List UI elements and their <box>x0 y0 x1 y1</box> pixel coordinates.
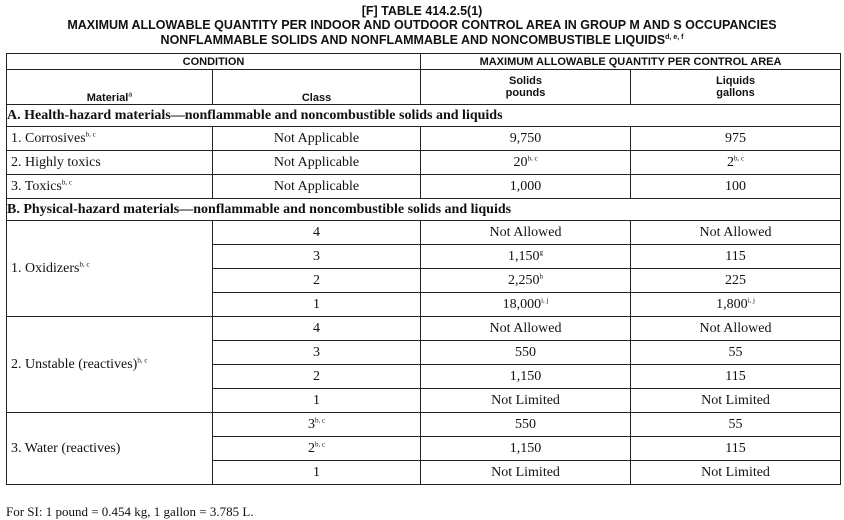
class-cell <box>213 413 421 437</box>
material-label: 2. Unstable (reactives) <box>11 356 138 372</box>
liquids-value: 1,800 <box>716 296 748 312</box>
table-row <box>7 127 841 151</box>
material-cell-water: 3. Water (reactives) <box>7 413 213 485</box>
liquids-cell <box>631 293 841 317</box>
header-solids <box>421 70 631 105</box>
solids-cell: 1,150 <box>421 365 631 389</box>
footnote-ref: b, c <box>61 177 72 186</box>
solids-cell: 1,000 <box>421 175 631 199</box>
footnote-ref: i, j <box>747 295 755 304</box>
footnote-ref: b, c <box>314 415 326 424</box>
footnote-ref: i, j <box>541 295 549 304</box>
class-cell: Not Applicable <box>213 127 421 151</box>
liquids-cell: Not Allowed <box>631 317 841 341</box>
solids-value: 20 <box>513 154 528 170</box>
solids-cell: Not Limited <box>421 389 631 413</box>
table-row <box>7 151 841 175</box>
liquids-cell: 55 <box>631 341 841 365</box>
solids-cell: Not Limited <box>421 461 631 485</box>
liquids-cell: Not Limited <box>631 461 841 485</box>
header-condition: CONDITION <box>7 54 421 70</box>
class-cell: 1 <box>213 461 421 485</box>
class-cell: 3 <box>213 245 421 269</box>
solids-cell: Not Allowed <box>421 221 631 245</box>
header-material <box>7 70 213 105</box>
table-number: [F] TABLE 414.2.5(1) <box>361 4 483 18</box>
class-cell: Not Applicable <box>213 151 421 175</box>
liquids-cell <box>631 151 841 175</box>
footnote-ref: h <box>539 271 544 280</box>
footnote-ref: b, c <box>137 355 148 364</box>
material-cell-unstable <box>7 317 213 413</box>
class-cell: 1 <box>213 293 421 317</box>
header-max-allowable: MAXIMUM ALLOWABLE QUANTITY PER CONTROL AREA <box>421 54 841 70</box>
liquids-cell: 115 <box>631 245 841 269</box>
table-row <box>7 175 841 199</box>
material-cell: 2. Highly toxics <box>7 151 213 175</box>
liquids-cell: 100 <box>631 175 841 199</box>
table-row <box>7 413 841 437</box>
solids-cell <box>421 293 631 317</box>
liquids-value: 2 <box>726 154 734 170</box>
class-cell: 3 <box>213 341 421 365</box>
table-title-text: NONFLAMMABLE SOLIDS AND NONFLAMMABLE AND NONCOMBUSTIBLE LIQUIDS <box>160 33 666 47</box>
footnote-ref: b, c <box>733 153 745 162</box>
solids-value: 1,150 <box>508 248 540 264</box>
header-liquids <box>631 70 841 105</box>
solids-cell: 550 <box>421 341 631 365</box>
header-solids-line1: Solids <box>509 75 543 87</box>
liquids-cell: Not Allowed <box>631 221 841 245</box>
class-cell: 1 <box>213 389 421 413</box>
solids-cell <box>421 245 631 269</box>
class-cell: 4 <box>213 221 421 245</box>
quantity-table <box>6 53 841 485</box>
material-label: 3. Toxics <box>11 178 62 194</box>
material-label: 1. Corrosives <box>11 130 86 146</box>
solids-value: 18,000 <box>502 296 542 312</box>
class-cell <box>213 437 421 461</box>
class-cell: 4 <box>213 317 421 341</box>
header-class: Class <box>213 70 421 105</box>
material-cell <box>7 175 213 199</box>
material-label: 1. Oxidizers <box>11 260 80 276</box>
liquids-cell: 115 <box>631 365 841 389</box>
solids-cell: 1,150 <box>421 437 631 461</box>
liquids-cell: 55 <box>631 413 841 437</box>
liquids-cell: 115 <box>631 437 841 461</box>
footnote-ref: b, c <box>85 129 96 138</box>
material-cell-oxidizers <box>7 221 213 317</box>
solids-cell <box>421 151 631 175</box>
class-cell: 2 <box>213 269 421 293</box>
si-footnote: For SI: 1 pound = 0.454 kg, 1 gallon = 3.785 L. <box>6 504 254 519</box>
footnote-ref: b, c <box>527 153 538 162</box>
solids-value: 2,250 <box>508 272 540 288</box>
liquids-cell: 975 <box>631 127 841 151</box>
solids-cell: 550 <box>421 413 631 437</box>
section-a-heading: A. Health-hazard materials—nonflammable and noncombustible solids and liquids <box>7 105 841 127</box>
section-b-heading: B. Physical-hazard materials—nonflammable and noncombustible solids and liquids <box>7 199 841 221</box>
header-liquids-line1: Liquids <box>715 75 756 87</box>
table-title-line-2 <box>0 33 844 47</box>
title-footnote-ref: d, e, f <box>665 33 684 41</box>
liquids-cell: 225 <box>631 269 841 293</box>
material-cell <box>7 127 213 151</box>
footnote-ref: b, c <box>314 439 326 448</box>
footnote-ref: g <box>539 247 544 256</box>
class-value: 2 <box>307 440 315 456</box>
class-value: 3 <box>307 416 315 432</box>
table-row <box>7 317 841 341</box>
header-material-label: Material <box>86 92 129 104</box>
class-cell: Not Applicable <box>213 175 421 199</box>
solids-cell: 9,750 <box>421 127 631 151</box>
header-solids-line2: pounds <box>505 87 546 99</box>
header-liquids-line2: gallons <box>716 87 755 99</box>
header-material-ref: a <box>128 91 133 99</box>
footnote-ref: b, c <box>79 259 90 268</box>
table-title-line-1: MAXIMUM ALLOWABLE QUANTITY PER INDOOR AND OUTDOOR CONTROL AREA IN GROUP M AND S OCCUPANCIES <box>67 18 777 32</box>
table-row <box>7 221 841 245</box>
solids-cell: Not Allowed <box>421 317 631 341</box>
solids-cell <box>421 269 631 293</box>
class-cell: 2 <box>213 365 421 389</box>
liquids-cell: Not Limited <box>631 389 841 413</box>
